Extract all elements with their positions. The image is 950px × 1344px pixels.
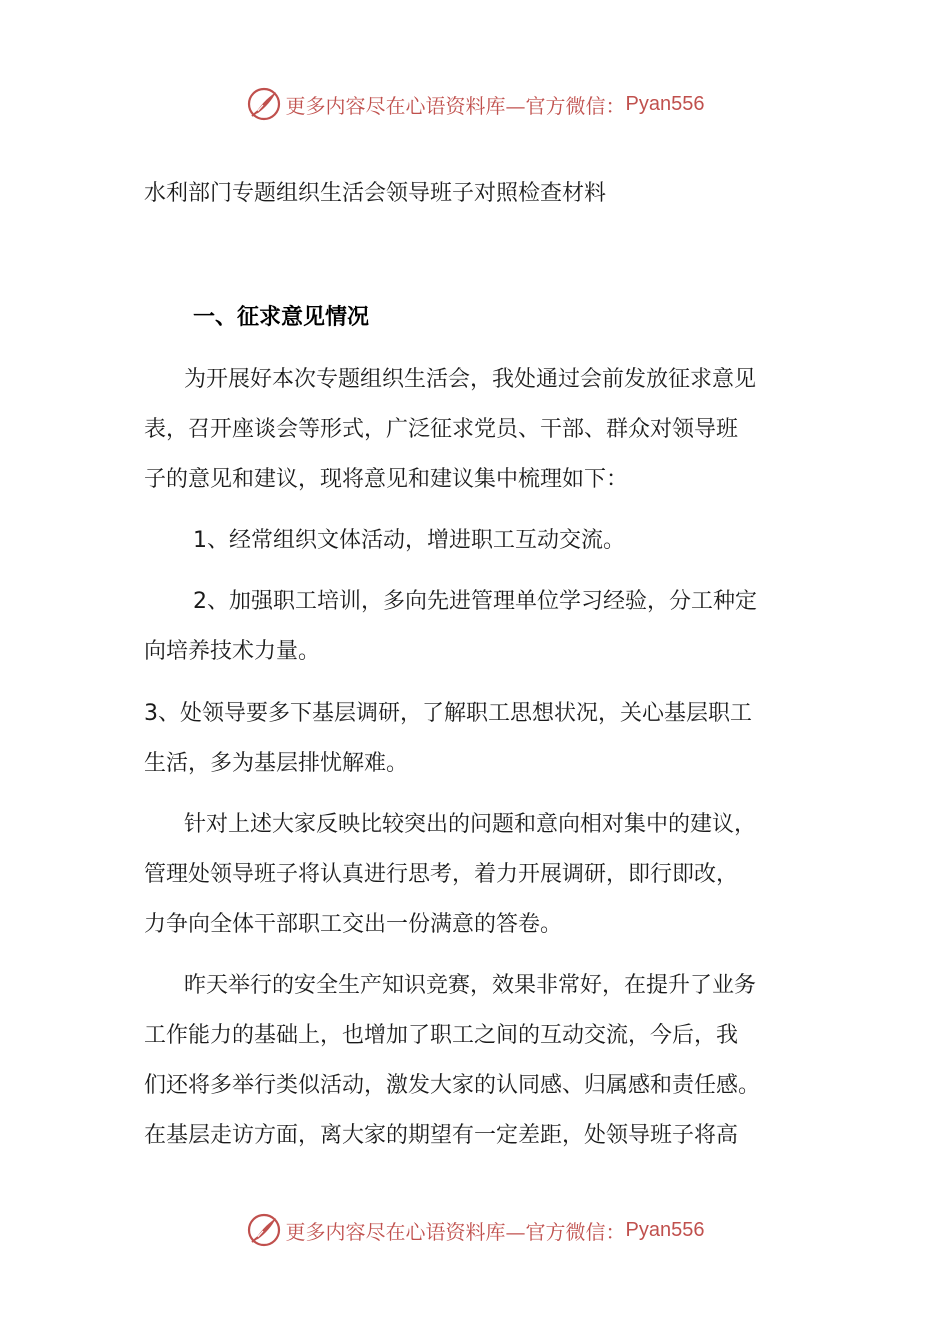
paragraph-line: 为开展好本次专题组织生活会，我处通过会前发放征求意见 xyxy=(184,367,757,392)
paragraph-line: 力争向全体干部职工交出一份满意的答卷。 xyxy=(144,912,563,937)
section-heading: 一、征求意见情况 xyxy=(193,305,370,330)
header-banner xyxy=(0,82,950,126)
paragraph-line: 管理处领导班子将认真进行思考，着力开展调研，即行即改， xyxy=(144,862,739,887)
paragraph-line: 1、经常组织文体活动，增进职工互动交流。 xyxy=(193,528,625,553)
document-title: 水利部门专题组织生活会领导班子对照检查材料 xyxy=(144,181,607,206)
paragraph-line: 昨天举行的安全生产知识竞赛，效果非常好，在提升了业务 xyxy=(184,973,757,998)
banner-text: 更多内容尽在心语资料库—官方微信： xyxy=(285,93,626,118)
paragraph-line: 子的意见和建议，现将意见和建议集中梳理如下： xyxy=(144,467,629,492)
paragraph-line: 针对上述大家反映比较突出的问题和意向相对集中的建议， xyxy=(184,812,757,837)
paragraph-line: 们还将多举行类似活动，激发大家的认同感、归属感和责任感。 xyxy=(144,1073,761,1098)
paragraph-line: 工作能力的基础上，也增加了职工之间的互动交流，今后，我 xyxy=(144,1023,739,1048)
list-item-3 xyxy=(144,689,814,789)
list-item-2 xyxy=(144,577,814,677)
paragraph-line: 表，召开座谈会等形式，广泛征求党员、干部、群众对领导班 xyxy=(144,417,739,442)
quill-pen-logo-icon xyxy=(246,86,282,122)
banner-wechat-id: Pyan556 xyxy=(625,92,705,115)
banner-text: 更多内容尽在心语资料库—官方微信： xyxy=(285,1219,626,1244)
banner-wechat-id: Pyan556 xyxy=(625,1218,705,1241)
paragraph-line: 向培养技术力量。 xyxy=(144,639,321,664)
paragraph-line: 2、加强职工培训，多向先进管理单位学习经验，分工种定 xyxy=(193,589,757,614)
paragraph-line: 3、处领导要多下基层调研，了解职工思想状况，关心基层职工 xyxy=(144,701,752,726)
paragraph-intro xyxy=(144,355,814,505)
list-item-1 xyxy=(144,516,814,566)
paragraph-response xyxy=(144,800,814,950)
paragraph-line: 在基层走访方面，离大家的期望有一定差距，处领导班子将高 xyxy=(144,1123,739,1148)
paragraph-line: 生活，多为基层排忧解难。 xyxy=(144,751,409,776)
paragraph-competition xyxy=(144,961,814,1161)
quill-pen-logo-icon xyxy=(246,1212,282,1248)
footer-banner xyxy=(0,1208,950,1252)
